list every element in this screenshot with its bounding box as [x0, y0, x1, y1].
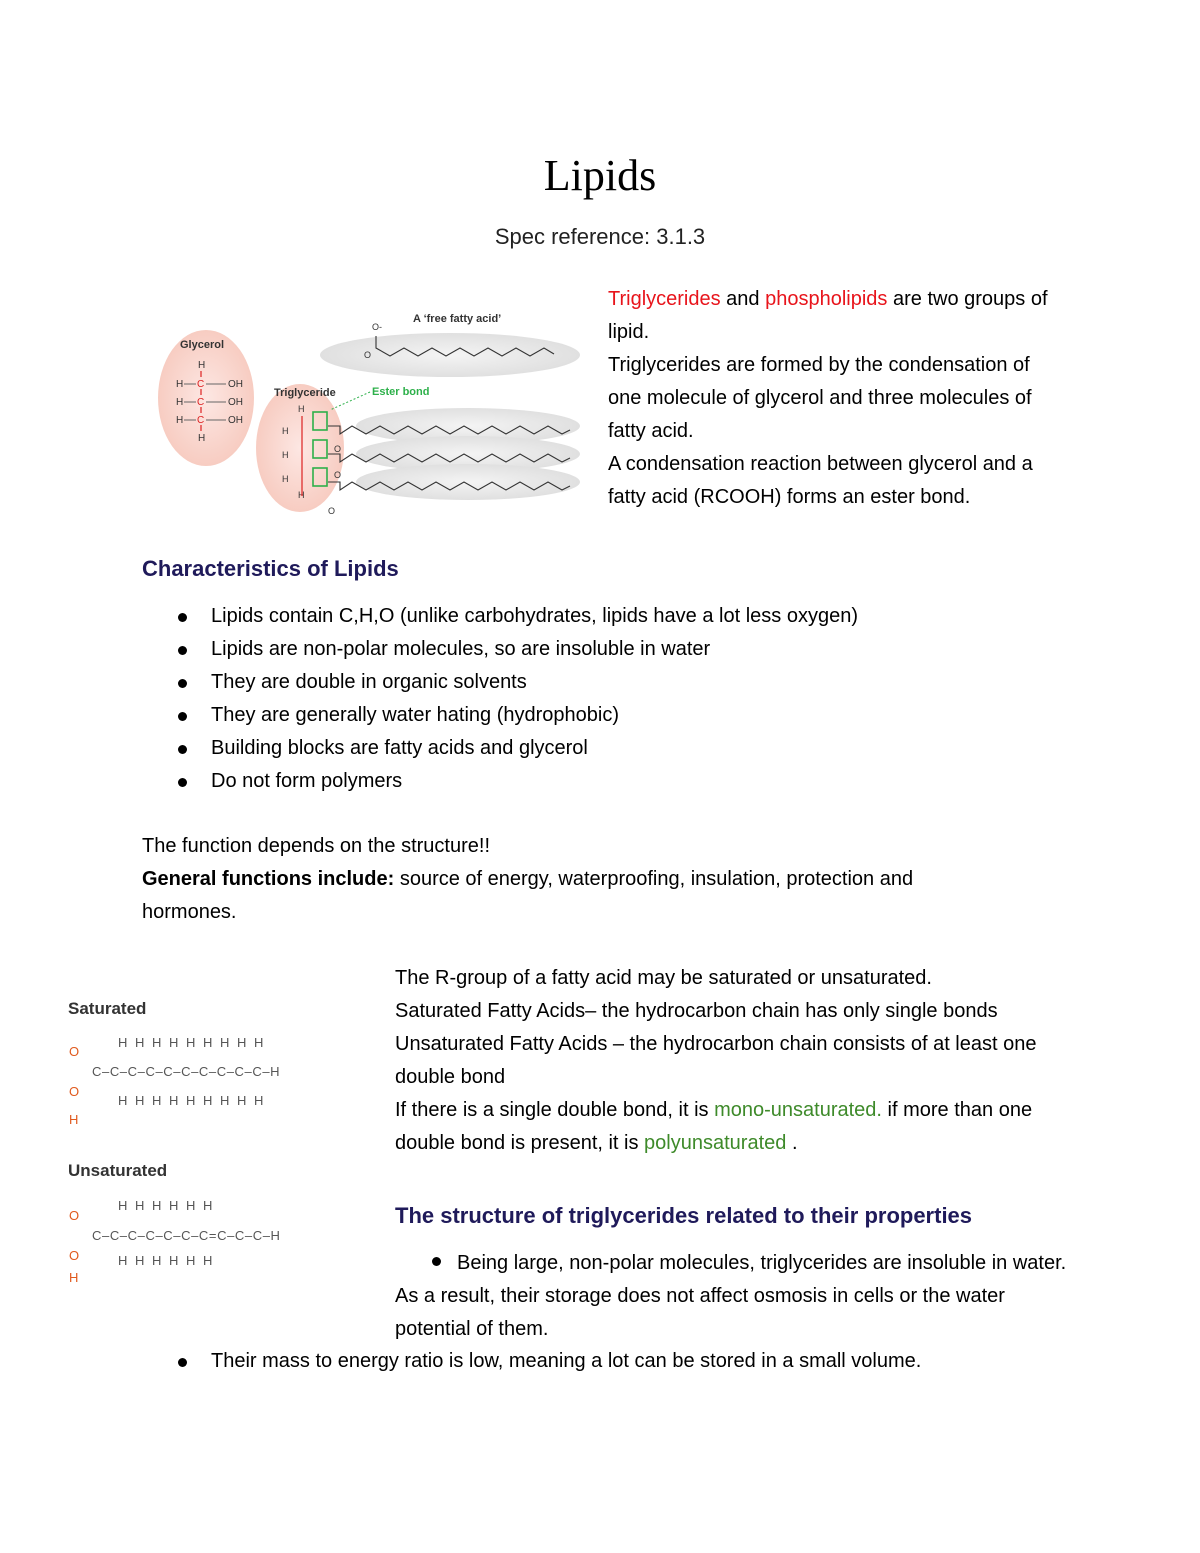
- list-item: Lipids contain C,H,O (unlike carbohydrates, lipids have a lot less oxygen): [141, 600, 1041, 633]
- svg-text:H: H: [198, 433, 206, 444]
- characteristics-list: [141, 600, 1041, 798]
- svg-text:H: H: [176, 397, 184, 408]
- svg-text:C: C: [197, 379, 205, 390]
- characteristics-heading: Characteristics of Lipids: [142, 556, 399, 581]
- intro-line-3: A condensation reaction between glycerol and a fatty acid (RCOOH) forms an ester bond.: [608, 453, 1033, 508]
- intro-line-2: Triglycerides are formed by the condensation of one molecule of glycerol and three molecules of fatty acid.: [608, 354, 1032, 442]
- svg-text:O: O: [69, 1248, 80, 1263]
- free-fatty-acid-label: A ‘free fatty acid’: [413, 313, 502, 325]
- svg-text:H: H: [298, 490, 305, 500]
- list-item: Lipids are non-polar molecules, so are insoluble in water: [141, 633, 1041, 666]
- rgroup-line-1: The R-group of a fatty acid may be saturated or unsaturated.: [395, 967, 932, 989]
- svg-text:OH: OH: [228, 379, 243, 390]
- svg-text:H H H H H H: H H H H H H: [118, 1198, 215, 1213]
- phospholipids-term: phospholipids: [765, 288, 888, 310]
- page-title: Lipids: [543, 151, 657, 200]
- svg-text:O: O: [69, 1044, 80, 1059]
- svg-text:H: H: [176, 415, 184, 426]
- svg-text:O: O: [69, 1208, 80, 1223]
- unsaturated-label: Unsaturated: [68, 1161, 168, 1180]
- list-item: Their mass to energy ratio is low, meaning a lot can be stored in a small volume.: [141, 1345, 1101, 1378]
- rgroup-text: [395, 962, 1065, 1160]
- svg-text:H: H: [282, 450, 289, 460]
- function-line-2: General functions include: source of energy, waterproofing, insulation, protection and hormones.: [142, 868, 914, 923]
- list-item: Building blocks are fatty acids and glycerol: [141, 732, 1041, 765]
- svg-text:H: H: [69, 1270, 79, 1285]
- svg-text:H H H H H H: H H H H H H: [118, 1253, 215, 1268]
- svg-text:H: H: [69, 1112, 79, 1127]
- polyunsaturated-term: polyunsaturated: [644, 1132, 792, 1154]
- structure-heading: The structure of triglycerides related to their properties: [395, 1203, 973, 1228]
- intro-line-1: Triglycerides and phospholipids are two groups of lipid.: [608, 288, 1048, 343]
- list-item: Do not form polymers: [141, 765, 1041, 798]
- svg-text:H: H: [282, 474, 289, 484]
- structure-item-1: Being large, non-polar molecules, triglycerides are insoluble in water. As a result, their storage does not affect osmosis in cells or the water potential of them.: [395, 1252, 1067, 1340]
- svg-text:OH: OH: [228, 415, 243, 426]
- triglycerides-term: Triglycerides: [608, 288, 721, 310]
- mono-unsaturated-term: mono-unsaturated.: [714, 1099, 882, 1121]
- svg-text:O: O: [334, 444, 342, 454]
- glycerol-label: Glycerol: [180, 339, 225, 351]
- svg-text:H: H: [298, 404, 305, 414]
- svg-text:H H H H H H H H H: H H H H H H H H H: [118, 1035, 266, 1050]
- saturated-label: Saturated: [68, 999, 147, 1018]
- rgroup-line-4: If there is a single double bond, it is mono-unsaturated. if more than one double bond is present, it is polyunsaturated .: [395, 1099, 1033, 1154]
- svg-text:H: H: [282, 426, 289, 436]
- ester-bond-label: Ester bond: [372, 386, 430, 398]
- structure-list: [141, 1345, 1101, 1378]
- svg-text:O: O: [69, 1084, 80, 1099]
- list-item: They are generally water hating (hydrophobic): [141, 699, 1041, 732]
- triglyceride-diagram: [150, 300, 590, 525]
- general-functions-label: General functions include:: [142, 868, 395, 890]
- fatty-acid-diagram: [62, 990, 372, 1290]
- intro-text: [608, 283, 1068, 514]
- svg-text:O: O: [334, 470, 342, 480]
- svg-text:OH: OH: [228, 397, 243, 408]
- svg-text:O-: O-: [372, 322, 382, 332]
- spec-reference: Spec reference: 3.1.3: [494, 224, 706, 249]
- svg-text:O: O: [328, 506, 336, 516]
- function-line-1: The function depends on the structure!!: [142, 835, 490, 857]
- rgroup-line-2: Saturated Fatty Acids– the hydrocarbon chain has only single bonds: [395, 1000, 998, 1022]
- list-item: They are double in organic solvents: [141, 666, 1041, 699]
- svg-text:C–C–C–C–C–C–C=C–C–C–H: C–C–C–C–C–C–C=C–C–C–H: [92, 1228, 281, 1243]
- svg-text:C: C: [197, 397, 205, 408]
- svg-text:C: C: [197, 415, 205, 426]
- triglyceride-label: Triglyceride: [274, 387, 336, 399]
- svg-text:O: O: [364, 350, 372, 360]
- svg-text:C–C–C–C–C–C–C–C–C–C–H: C–C–C–C–C–C–C–C–C–C–H: [92, 1064, 281, 1079]
- svg-text:H H H H H H H H H: H H H H H H H H H: [118, 1093, 266, 1108]
- function-text: [142, 830, 1002, 929]
- svg-text:H: H: [198, 360, 206, 371]
- free-fatty-acid-blob: [320, 333, 580, 377]
- svg-text:H: H: [176, 379, 184, 390]
- bullet-icon: [432, 1257, 441, 1266]
- rgroup-line-3: Unsaturated Fatty Acids – the hydrocarbon chain consists of at least one double bond: [395, 1033, 1037, 1088]
